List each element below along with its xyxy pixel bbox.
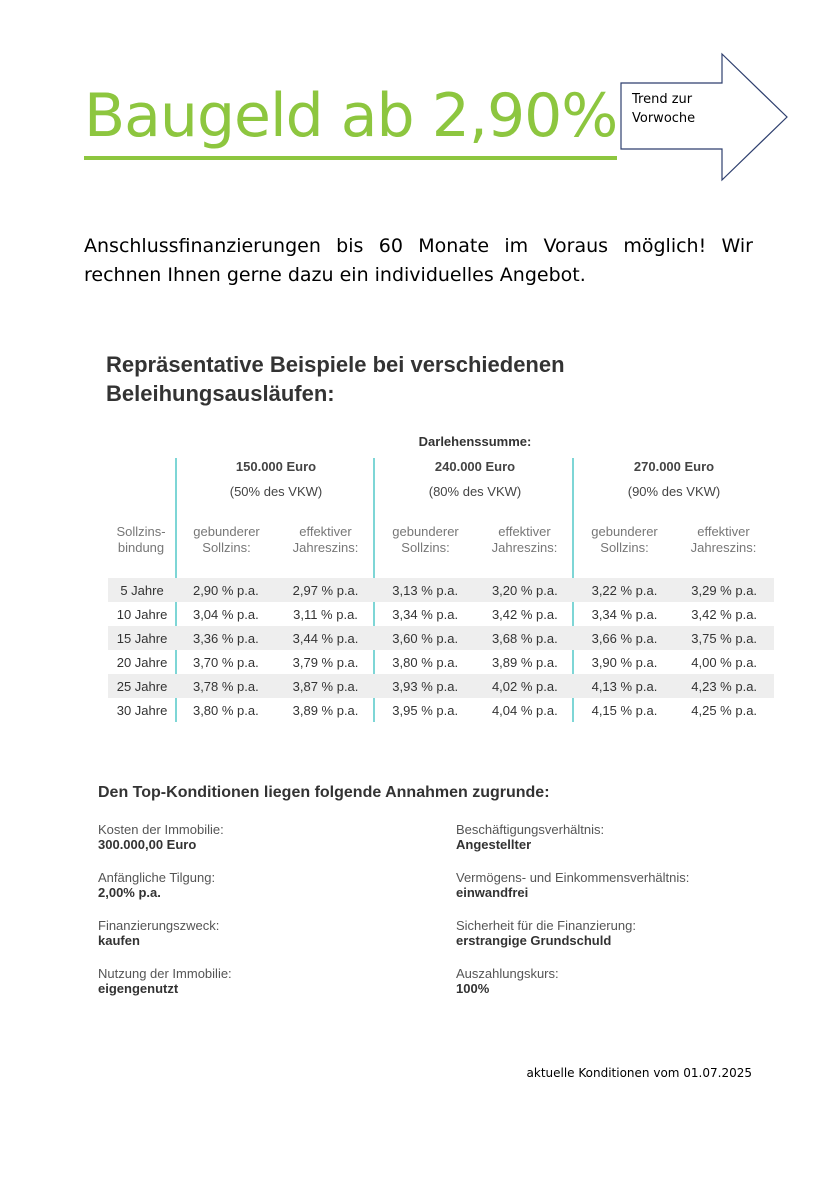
rate-cell: 3,78 % p.a.	[176, 674, 276, 698]
row-label: 25 Jahre	[108, 674, 176, 698]
condition-key: Kosten der Immobilie:	[98, 822, 224, 837]
table-row	[108, 650, 774, 674]
condition-item	[456, 918, 786, 948]
condition-value: kaufen	[98, 933, 140, 948]
condition-item	[456, 822, 786, 852]
table-row	[108, 602, 774, 626]
rate-cell: 3,89 % p.a.	[292, 702, 359, 718]
rate-cell: 4,15 % p.a.	[591, 702, 658, 718]
rate-cell: 3,93 % p.a.	[375, 674, 475, 698]
rate-cell: 3,44 % p.a.	[276, 626, 376, 650]
rate-cell: 3,80 % p.a.	[192, 702, 259, 718]
condition-key: Vermögens- und Einkommensverhältnis:	[456, 870, 690, 885]
rate-cell: 3,42 % p.a.	[491, 606, 558, 622]
row-label: 15 Jahre	[108, 626, 176, 650]
rate-cell: 3,68 % p.a.	[475, 626, 575, 650]
column-header: gebunderer Sollzins:	[193, 524, 260, 555]
column-header: effektiver Jahreszins:	[292, 524, 359, 555]
table-row	[108, 674, 774, 698]
rate-cell: 3,29 % p.a.	[674, 578, 774, 602]
condition-item	[98, 870, 428, 900]
condition-key: Beschäftigungsverhältnis:	[456, 822, 605, 837]
row-label: 20 Jahre	[116, 654, 168, 670]
rate-cell: 3,36 % p.a.	[176, 626, 276, 650]
column-header: effektiver Jahreszins:	[690, 524, 757, 555]
rate-cell: 3,90 % p.a.	[591, 654, 658, 670]
conditions-title: Den Top-Konditionen liegen folgende Annahmen zugrunde:	[98, 784, 550, 801]
condition-value: eigengenutzt	[98, 981, 179, 996]
condition-value: einwandfrei	[456, 885, 529, 900]
column-header: effektiver Jahreszins:	[491, 524, 558, 555]
amount-vkw: (50% des VKW)	[229, 484, 323, 499]
amount-value: 270.000 Euro	[633, 459, 715, 474]
rate-cell: 3,22 % p.a.	[575, 578, 675, 602]
amount-header	[376, 458, 574, 500]
condition-value: 2,00% p.a.	[98, 885, 161, 900]
amount-value: 150.000 Euro	[235, 459, 317, 474]
condition-value: 300.000,00 Euro	[98, 837, 197, 852]
rate-cell: 3,13 % p.a.	[375, 578, 475, 602]
condition-item	[456, 966, 786, 996]
row-label: 30 Jahre	[116, 702, 168, 718]
table-row	[108, 578, 774, 602]
condition-key: Nutzung der Immobilie:	[98, 966, 232, 981]
trend-label: Trend zur Vorwoche	[632, 92, 696, 126]
condition-key: Anfängliche Tilgung:	[98, 870, 216, 885]
rate-cell: 4,04 % p.a.	[491, 702, 558, 718]
column-header: gebunderer Sollzins:	[392, 524, 459, 555]
row-label: 10 Jahre	[116, 606, 168, 622]
rate-cell: 3,34 % p.a.	[392, 606, 459, 622]
rate-cell: 3,60 % p.a.	[375, 626, 475, 650]
rate-cell: 4,00 % p.a.	[691, 654, 758, 670]
rate-cell: 2,97 % p.a.	[276, 578, 376, 602]
loan-sum-label: Darlehenssumme:	[418, 434, 532, 449]
rate-cell: 3,66 % p.a.	[575, 626, 675, 650]
condition-value: Angestellter	[456, 837, 532, 852]
row-label: 5 Jahre	[108, 578, 176, 602]
table-title: Repräsentative Beispiele bei verschiedenen Beleihungsausläufen:	[106, 352, 565, 406]
rate-cell: 3,79 % p.a.	[292, 654, 359, 670]
rate-table	[108, 578, 774, 722]
rate-cell: 3,20 % p.a.	[475, 578, 575, 602]
table-row	[108, 698, 774, 722]
condition-item	[456, 870, 786, 900]
rate-cell: 4,25 % p.a.	[691, 702, 758, 718]
rate-cell: 3,75 % p.a.	[674, 626, 774, 650]
amount-header	[177, 458, 375, 500]
headline: Baugeld ab 2,90%	[84, 78, 617, 160]
rate-cell: 4,13 % p.a.	[575, 674, 675, 698]
condition-item	[98, 822, 428, 852]
amount-value: 240.000 Euro	[434, 459, 516, 474]
rate-cell: 3,70 % p.a.	[192, 654, 259, 670]
rate-cell: 3,42 % p.a.	[691, 606, 758, 622]
amount-vkw: (90% des VKW)	[627, 484, 721, 499]
conditions-date-note: aktuelle Konditionen vom 01.07.2025	[526, 1066, 752, 1080]
condition-value: erstrangige Grundschuld	[456, 933, 612, 948]
rate-cell: 3,04 % p.a.	[192, 606, 259, 622]
rate-cell: 2,90 % p.a.	[176, 578, 276, 602]
condition-value: 100%	[456, 981, 490, 996]
amount-header	[575, 458, 773, 500]
rate-cell: 3,34 % p.a.	[591, 606, 658, 622]
intro-text: Anschlussfinanzierungen bis 60 Monate im Voraus möglich! Wir rechnen Ihnen gerne dazu ein individuelles Angebot.	[84, 235, 753, 286]
rate-cell: 3,80 % p.a.	[392, 654, 459, 670]
condition-item	[98, 966, 428, 996]
rate-cell: 3,95 % p.a.	[392, 702, 459, 718]
condition-key: Sicherheit für die Finanzierung:	[456, 918, 636, 933]
condition-key: Auszahlungskurs:	[456, 966, 559, 981]
condition-item	[98, 918, 428, 948]
table-row	[108, 626, 774, 650]
column-header: gebunderer Sollzins:	[591, 524, 658, 555]
rate-cell: 3,87 % p.a.	[276, 674, 376, 698]
condition-key: Finanzierungszweck:	[98, 918, 220, 933]
rate-cell: 4,23 % p.a.	[674, 674, 774, 698]
rate-cell: 3,89 % p.a.	[491, 654, 558, 670]
rate-cell: 4,02 % p.a.	[475, 674, 575, 698]
amount-vkw: (80% des VKW)	[428, 484, 522, 499]
row-label-header: Sollzins- bindung	[116, 524, 166, 555]
rate-cell: 3,11 % p.a.	[293, 606, 358, 622]
